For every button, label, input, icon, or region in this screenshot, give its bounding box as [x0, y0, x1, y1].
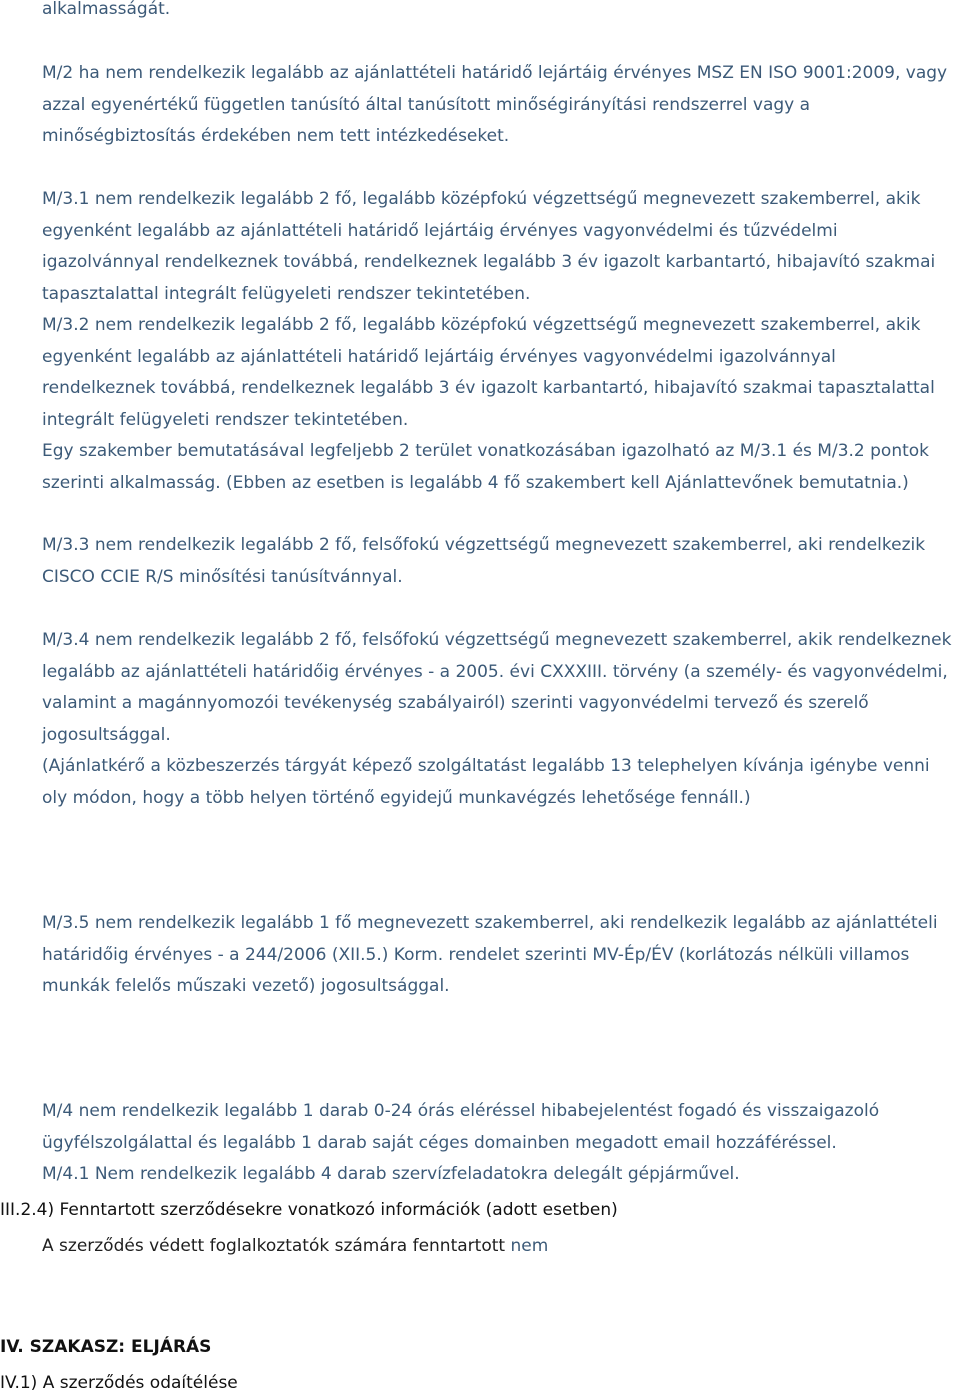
reserved-contract-label: A szerződés védett foglalkoztatók számára fenntartott: [42, 1236, 506, 1256]
text-paragraph-note: Egy szakember bemutatásával legfeljebb 2 terület vonatkozásában igazolható az M/3.1 és M/3.2 pontok szerinti alkalmasság. (Ebben az esetben is legalább 4 fő szakembert kell Ajánlattevőnek bemutatnia.): [42, 441, 930, 493]
text-paragraph-m3-5: M/3.5 nem rendelkezik legalább 1 fő megnevezett szakemberrel, aki rendelkezik legalább az ajánlattételi határidőig érvényes - a 244/2006 (XII.5.) Korm. rendelet szerinti MV-Ép/ÉV (korlátozás nélküli villamos munkák felelős műszaki vezető) jogosultsággal.: [42, 913, 938, 996]
text-paragraph-continuation: alkalmasságát.: [42, 0, 171, 19]
text-paragraph-m4: M/4 nem rendelkezik legalább 1 darab 0-24 órás eléréssel hibabejelentést fogadó és visszaigazoló ügyfélszolgálattal és legalább 1 darab saját céges domainben megadott email hozzáféréssel.: [42, 1101, 880, 1153]
section-heading-iii-2-4: III.2.4) Fenntartott szerződésekre vonatkozó információk (adott esetben): [0, 1200, 618, 1220]
text-paragraph-m3-2: M/3.2 nem rendelkezik legalább 2 fő, legalább középfokú végzettségű megnevezett szakemberrel, akik egyenként legalább az ajánlattételi határidő lejártáig érvényes vagyonvédelmi igazolvánnyal rendelkeznek továbbá, rendelkeznek legalább 3 év igazolt karbantartó, hibajavító szakmai tapasztalattal integrált felügyeleti rendszer tekintetében.: [42, 315, 935, 430]
text-paragraph-m3-3: M/3.3 nem rendelkezik legalább 2 fő, felsőfokú végzettségű megnevezett szakemberrel, aki rendelkezik CISCO CCIE R/S minősítési tanúsítvánnyal.: [42, 535, 926, 587]
reserved-contract-value: nem: [510, 1236, 549, 1256]
text-paragraph-m2: M/2 ha nem rendelkezik legalább az ajánlattételi határidő lejártáig érvényes MSZ EN ISO 9001:2009, vagy azzal egyenértékű független tanúsító által tanúsított minőségirányítási rendszerrel vagy a minőségbiztosítás érdekében nem tett intézkedéseket.: [42, 63, 948, 146]
text-paragraph-m3-1: M/3.1 nem rendelkezik legalább 2 fő, legalább középfokú végzettségű megnevezett szakemberrel, akik egyenként legalább az ajánlattételi határidő lejártáig érvényes vagyonvédelmi és tűzvédelmi igazolvánnyal rendelkeznek továbbá, rendelkeznek legalább 3 év igazolt karbantartó, hibajavító szakmai tapasztalattal integrált felügyeleti rendszer tekintetében.: [42, 189, 936, 304]
text-paragraph-remark: (Ajánlatkérő a közbeszerzés tárgyát képező szolgáltatást legalább 13 telephelyen kívánja igénybe venni oly módon, hogy a több helyen történő egyidejű munkavégzés lehetősége fennáll.): [42, 756, 930, 808]
section-subheading-iv-1: IV.1) A szerződés odaítélése: [0, 1373, 238, 1393]
reserved-contract-line: [42, 1231, 952, 1263]
section-heading-iv: IV. SZAKASZ: ELJÁRÁS: [0, 1337, 212, 1357]
text-paragraph-m4-1: M/4.1 Nem rendelkezik legalább 4 darab szervízfeladatokra delegált gépjárművel.: [42, 1164, 740, 1184]
text-paragraph-m3-4: M/3.4 nem rendelkezik legalább 2 fő, felsőfokú végzettségű megnevezett szakemberrel, akik rendelkeznek legalább az ajánlattételi határidőig érvényes - a 2005. évi CXXXIII. törvény (a személy- és vagyonvédelmi, valamint a magánnyomozói tevékenység szabályairól) szerinti vagyonvédelmi tervező és szerelő jogosultsággal.: [42, 630, 952, 745]
